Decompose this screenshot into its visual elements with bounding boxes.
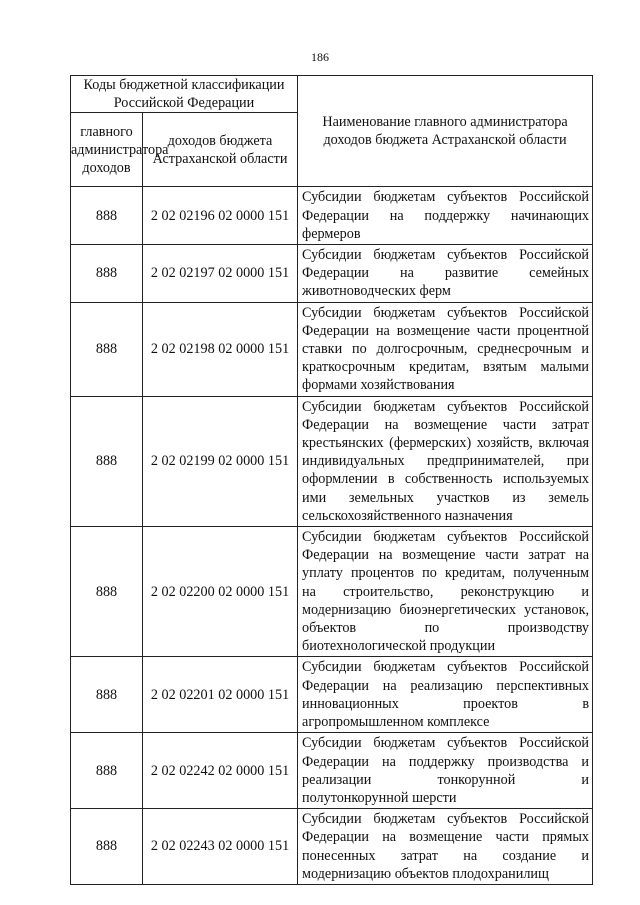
table-row [71,657,593,733]
name-line: формами хозяйствования [302,377,455,394]
name-line: сельскохозяйственного назначения [302,507,513,524]
name-line: Федерации на поддержку производства и [302,753,590,770]
name-line: Федерации на возмещение части прямых [302,829,590,846]
administrator-name-cell [298,302,593,396]
administrator-name-cell [298,396,593,526]
admin-code-cell: 888 [71,809,143,885]
table-row [71,187,593,245]
administrator-name-cell [298,657,593,733]
income-code-cell: 2 02 02243 02 0000 151 [143,809,298,885]
name-line: биотехнологической продукции [302,638,496,655]
admin-code-cell: 888 [71,396,143,526]
table-body [71,187,593,885]
name-line: фермеров [302,225,361,242]
table-row [71,396,593,526]
codes-group-header: Коды бюджетной классификации Российской Федерации [71,76,298,113]
administrator-name-cell [298,809,593,885]
name-line: животноводческих ферм [302,283,451,300]
name-line: уплату процентов по кредитам, полученным [302,565,590,582]
name-line: крестьянских (фермерских) хозяйств, включая [302,435,590,452]
name-line: Федерации на развитие семейных [302,265,590,282]
income-code-cell: 2 02 02197 02 0000 151 [143,245,298,303]
income-code-cell: 2 02 02200 02 0000 151 [143,527,298,657]
admin-column-header: главного администратора доходов [71,113,143,187]
name-line: модернизацию объектов плодохранилищ [302,865,549,882]
income-code-cell: 2 02 02198 02 0000 151 [143,302,298,396]
table-row [71,809,593,885]
administrator-name-cell [298,245,593,303]
name-line: Субсидии бюджетам субъектов Российской [302,811,590,828]
name-line: ставки по долгосрочным, среднесрочным и [302,341,590,358]
administrator-name-cell [298,187,593,245]
name-line: Субсидии бюджетам субъектов Российской [302,735,590,752]
name-line: Федерации на возмещение части затрат на [302,547,590,564]
admin-code-cell: 888 [71,527,143,657]
table-row [71,245,593,303]
table-header [71,76,593,187]
name-line: Субсидии бюджетам субъектов Российской [302,247,590,264]
admin-code-cell: 888 [71,733,143,809]
table-row [71,733,593,809]
page-number: 186 [311,50,329,64]
name-line: оформлении в собственность используемых [302,471,590,488]
name-line: понесенных затрат на создание и [302,847,590,864]
name-line: Субсидии бюджетам субъектов Российской [302,304,590,321]
admin-code-cell: 888 [71,245,143,303]
name-line: инновационных проектов в [302,695,590,712]
table-row [71,302,593,396]
name-line: модернизацию биоэнергетических установок, [302,601,590,618]
name-line: Субсидии бюджетам субъектов Российской [302,189,590,206]
table-row [71,527,593,657]
name-line: агропромышленном комплексе [302,714,490,731]
admin-code-cell: 888 [71,302,143,396]
budget-classification-table [70,75,593,885]
name-line: реализации тонкорунной и [302,771,590,788]
administrator-name-cell [298,527,593,657]
name-line: Федерации на возмещение части затрат [302,416,590,433]
name-line: объектов по производству [302,620,590,637]
name-line: полутонкорунной шерсти [302,789,457,806]
income-code-cell: 2 02 02196 02 0000 151 [143,187,298,245]
admin-code-cell: 888 [71,657,143,733]
name-line: краткосрочным кредитам, взятым малыми [302,359,590,376]
name-line: Субсидии бюджетам субъектов Российской [302,398,590,415]
name-line: Федерации на возмещение части процентной [302,322,590,339]
name-line: Субсидии бюджетам субъектов Российской [302,659,590,676]
name-line: индивидуальных предпринимателей, при [302,453,590,470]
name-line: Федерации на поддержку начинающих [302,207,590,224]
administrator-name-cell [298,733,593,809]
admin-code-cell: 888 [71,187,143,245]
name-column-header: Наименование главного администратора доходов бюджета Астраханской области [298,76,593,187]
income-code-cell: 2 02 02242 02 0000 151 [143,733,298,809]
name-line: на строительство, реконструкцию и [302,583,590,600]
name-line: ими земельных участков из земель [302,489,590,506]
income-code-cell: 2 02 02199 02 0000 151 [143,396,298,526]
income-code-cell: 2 02 02201 02 0000 151 [143,657,298,733]
income-column-header: доходов бюджета Астраханской области [143,113,298,187]
name-line: Федерации на реализацию перспективных [302,677,590,694]
name-line: Субсидии бюджетам субъектов Российской [302,529,590,546]
